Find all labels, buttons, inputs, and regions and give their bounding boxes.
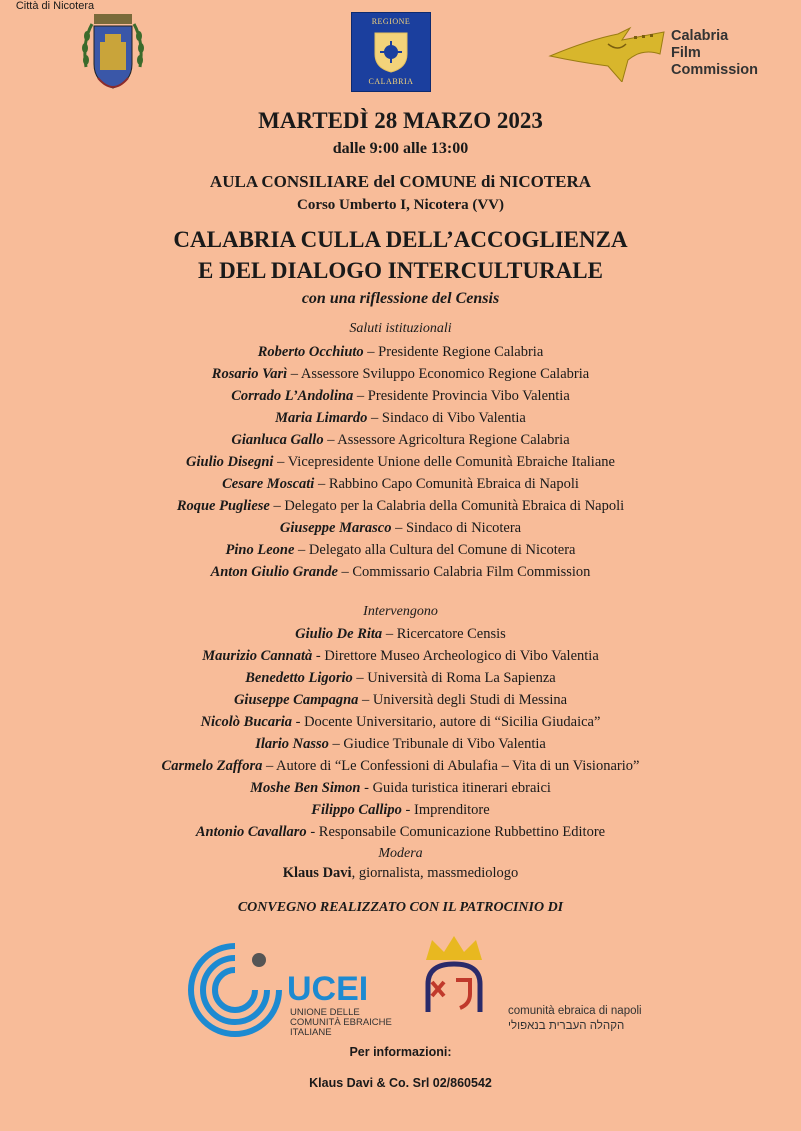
speaker-role: – Assessore Sviluppo Economico Regione Calabria — [287, 366, 590, 382]
speaker-row — [0, 799, 801, 821]
speaker-name: Moshe Ben Simon — [250, 780, 361, 796]
speaker-row — [0, 821, 801, 843]
event-title-line2: E DEL DIALOGO INTERCULTURALE — [198, 258, 603, 283]
interventi-heading: Intervengono — [363, 604, 438, 619]
speaker-name: Carmelo Zaffora — [161, 758, 263, 774]
speaker-row — [0, 473, 801, 495]
speaker-name: Anton Giulio Grande — [210, 564, 338, 580]
speaker-row — [0, 341, 801, 363]
speaker-row — [0, 561, 801, 583]
regione-logo-bottom-text: CALABRIA — [368, 77, 414, 86]
speaker-row — [0, 755, 801, 777]
cfc-line3: Commission — [671, 62, 759, 78]
speaker-name: Giuseppe Campagna — [233, 692, 359, 708]
moderatore-name: Klaus Davi — [282, 865, 352, 881]
event-subtitle: con una riflessione del Censis — [301, 290, 500, 307]
speaker-role: – Università di Roma La Sapienza — [352, 670, 556, 686]
speaker-row — [0, 733, 801, 755]
speaker-row — [0, 451, 801, 473]
speaker-name: Maria Limardo — [275, 410, 368, 426]
speaker-role: – Autore di “Le Confessioni di Abulafia – Vita di un Visionario” — [262, 758, 640, 774]
speaker-row — [0, 777, 801, 799]
saluti-heading: Saluti istituzionali — [349, 321, 452, 336]
speaker-role: – Commissario Calabria Film Commission — [337, 564, 591, 580]
speaker-name: Benedetto Ligorio — [245, 670, 353, 686]
ebraica-line2: הקהלה העברית בנאפולי — [508, 1020, 625, 1032]
regione-logo-top-text: REGIONE — [371, 17, 411, 26]
speaker-role: - Imprenditore — [401, 802, 490, 818]
event-title-line1: CALABRIA CULLA DELL’ACCOGLIENZA — [173, 227, 628, 252]
film-commission-wordmark — [671, 28, 758, 79]
speaker-role: – Vicepresidente Unione delle Comunità Ebraiche Italiane — [273, 454, 615, 470]
info-label: Per informazioni: — [349, 1045, 452, 1059]
speaker-name: Gianluca Gallo — [231, 432, 324, 448]
speaker-role: – Presidente Regione Calabria — [363, 344, 544, 360]
speaker-row — [0, 711, 801, 733]
event-venue: AULA CONSILIARE del COMUNE di NICOTERA — [209, 172, 592, 191]
ucei-line3: ITALIANE — [290, 1027, 332, 1038]
speaker-name: Maurizio Cannatà — [202, 648, 313, 664]
ucei-line2: COMUNITÀ EBRAICHE — [290, 1017, 392, 1028]
event-hours: dalle 9:00 alle 13:00 — [332, 140, 469, 157]
speaker-name: Corrado L’Andolina — [231, 388, 354, 404]
speaker-name: Pino Leone — [225, 542, 295, 558]
regione-shield-icon — [371, 30, 411, 74]
speaker-role: - Guida turistica itinerari ebraici — [360, 780, 551, 796]
speaker-name: Filippo Callipo — [311, 802, 402, 818]
info-contact: Klaus Davi & Co. Srl 02/860542 — [309, 1076, 492, 1090]
event-address: Corso Umberto I, Nicotera (VV) — [296, 197, 505, 213]
speaker-role: – Sindaco di Nicotera — [391, 520, 522, 536]
speaker-name: Nicolò Bucaria — [200, 714, 292, 730]
speaker-name: Ilario Nasso — [255, 736, 329, 752]
speaker-role: – Rabbino Capo Comunità Ebraica di Napoli — [314, 476, 579, 492]
cfc-line1: Calabria — [671, 28, 729, 44]
speaker-role: – Delegato per la Calabria della Comunità Ebraica di Napoli — [269, 498, 625, 514]
speaker-name: Roque Pugliese — [176, 498, 270, 514]
moderatore-row — [0, 862, 801, 884]
speaker-row — [0, 385, 801, 407]
saluti-list — [0, 341, 801, 583]
nicotera-coat-of-arms — [78, 12, 148, 98]
speaker-row — [0, 429, 801, 451]
speaker-row — [0, 623, 801, 645]
speaker-row — [0, 645, 801, 667]
speaker-role: – Ricercatore Censis — [382, 626, 506, 642]
patrocinio-heading: CONVEGNO REALIZZATO CON IL PATROCINIO DI — [237, 900, 564, 915]
speaker-name: Giulio Disegni — [186, 454, 274, 470]
speaker-role: - Docente Universitario, autore di “Sicilia Giudaica” — [292, 714, 601, 730]
moderatore-role: , giornalista, massmediologo — [351, 865, 519, 881]
speaker-role: - Responsabile Comunicazione Rubbettino Editore — [306, 824, 606, 840]
moderatore-heading: Modera — [378, 846, 423, 861]
speaker-row — [0, 689, 801, 711]
comunita-ebraica-caption — [508, 1004, 642, 1034]
speaker-role: – Università degli Studi di Messina — [358, 692, 568, 708]
speaker-row — [0, 667, 801, 689]
speaker-name: Antonio Cavallaro — [195, 824, 307, 840]
comunita-ebraica-napoli-logo — [418, 934, 508, 1038]
ucei-caption — [290, 1008, 392, 1038]
event-date: MARTEDÌ 28 MARZO 2023 — [258, 108, 543, 133]
speaker-row — [0, 517, 801, 539]
nicotera-caption: Città di Nicotera — [15, 0, 95, 12]
speaker-role: – Sindaco di Vibo Valentia — [367, 410, 526, 426]
ebraica-line1: comunità ebraica di napoli — [508, 1005, 642, 1017]
speaker-name: Roberto Occhiuto — [257, 344, 364, 360]
speaker-row — [0, 539, 801, 561]
speaker-name: Giulio De Rita — [295, 626, 383, 642]
speaker-row — [0, 407, 801, 429]
speaker-role: – Delegato alla Cultura del Comune di Nicotera — [294, 542, 576, 558]
interventi-list — [0, 623, 801, 843]
speaker-row — [0, 363, 801, 385]
film-commission-icon — [548, 26, 666, 82]
ucei-line1: UNIONE DELLE — [290, 1007, 360, 1018]
speaker-name: Giuseppe Marasco — [279, 520, 392, 536]
speaker-role: – Assessore Agricoltura Regione Calabria — [323, 432, 570, 448]
regione-calabria-logo — [351, 12, 431, 92]
speaker-row — [0, 495, 801, 517]
cfc-line2: Film — [671, 45, 701, 61]
speaker-role: – Giudice Tribunale di Vibo Valentia — [328, 736, 546, 752]
speaker-role: – Presidente Provincia Vibo Valentia — [353, 388, 570, 404]
ucei-wordmark: UCEI — [287, 970, 369, 1008]
speaker-role: - Direttore Museo Archeologico di Vibo Valentia — [312, 648, 599, 664]
speaker-name: Rosario Varì — [211, 366, 288, 382]
speaker-name: Cesare Moscati — [222, 476, 315, 492]
